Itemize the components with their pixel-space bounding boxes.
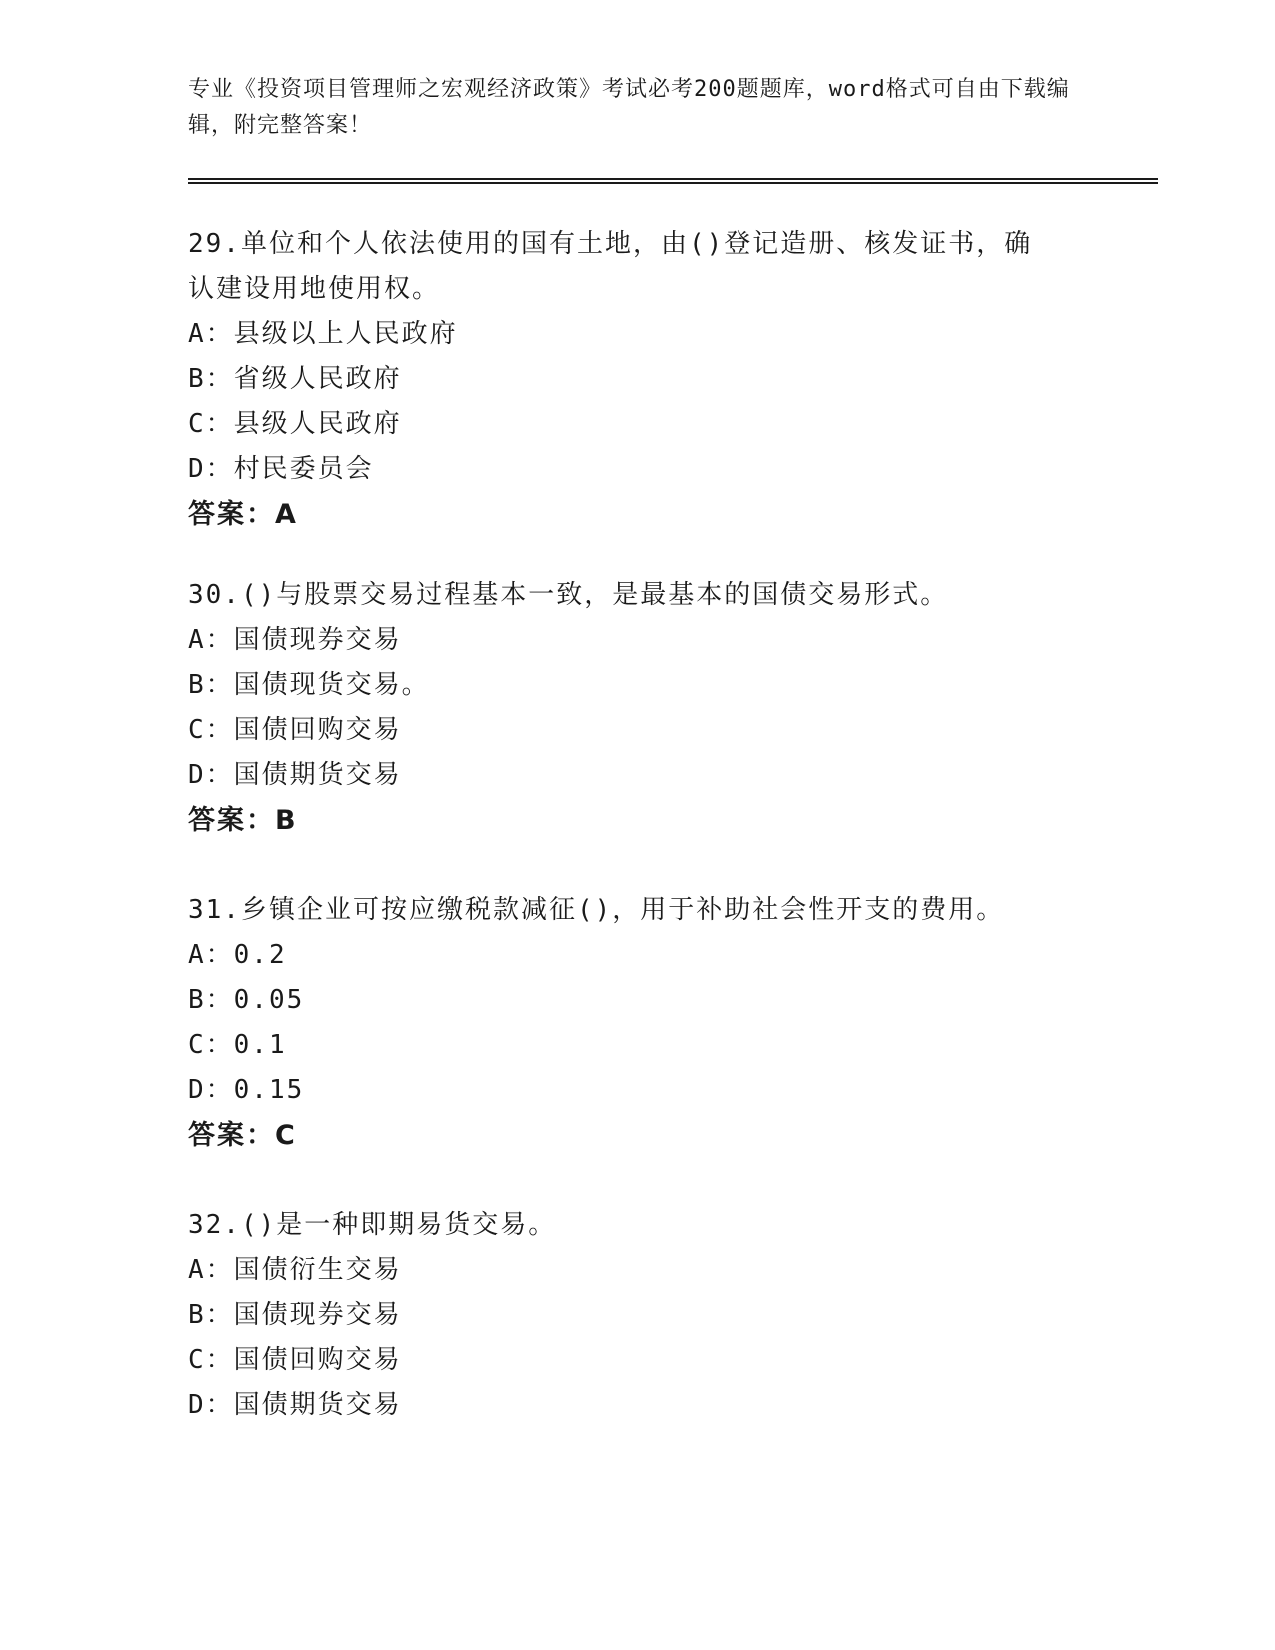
option-d: D：0.15 [188,1075,305,1105]
option-b: B：国债现券交易 [188,1300,402,1330]
option-a: A：国债现券交易 [188,625,402,655]
option-b: B：国债现货交易。 [188,670,430,700]
question-stem: 29.单位和个人依法使用的国有土地，由()登记造册、核发证书，确认建设用地使用权。 [188,229,1033,304]
option-c: C：0.1 [188,1030,287,1060]
question-stem: 30.()与股票交易过程基本一致，是最基本的国债交易形式。 [188,580,949,610]
question-stem: 31.乡镇企业可按应缴税款减征()，用于补助社会性开支的费用。 [188,895,1005,925]
question-32 [188,1203,1088,1428]
option-c: C：国债回购交易 [188,1345,402,1375]
question-30 [188,573,1088,843]
answer: 答案：A [188,499,298,530]
question-29 [188,222,1048,537]
answer: 答案：B [188,805,298,836]
option-a: A：县级以上人民政府 [188,319,458,349]
option-b: B：0.05 [188,985,305,1015]
option-a: A：0.2 [188,940,287,970]
option-d: D：村民委员会 [188,454,374,484]
header-divider [188,178,1158,184]
question-31 [188,888,1088,1158]
option-c: C：县级人民政府 [188,409,402,439]
document-header: 专业《投资项目管理师之宏观经济政策》考试必考200题题库，word格式可自由下载编辑，附完整答案！ [188,77,1070,138]
option-d: D：国债期货交易 [188,760,402,790]
option-c: C：国债回购交易 [188,715,402,745]
question-stem: 32.()是一种即期易货交易。 [188,1210,557,1240]
option-d: D：国债期货交易 [188,1390,402,1420]
option-a: A：国债衍生交易 [188,1255,402,1285]
option-b: B：省级人民政府 [188,364,402,394]
answer: 答案：C [188,1120,297,1151]
